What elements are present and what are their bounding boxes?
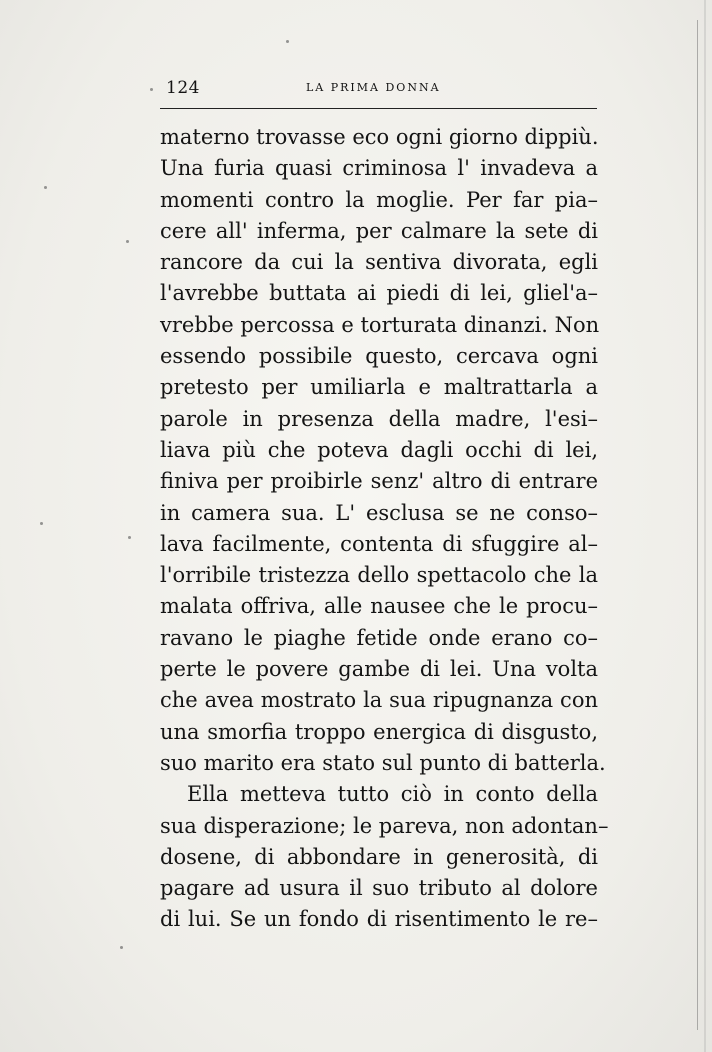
page-header (160, 78, 596, 100)
text-line: l'avrebbe buttata ai piedi di lei, gliel'a– (160, 281, 598, 306)
print-speck (128, 536, 131, 539)
text-line: cere all' inferma, per calmare la sete di (160, 218, 598, 243)
text-line: essendo possibile questo, cercava ogni (160, 344, 598, 369)
paragraph-1 (160, 122, 606, 779)
text-line: Una furia quasi criminosa l' invadeva a (160, 156, 598, 181)
text-line: finiva per proibirle senz' altro di entrare (160, 469, 598, 494)
header-rule (160, 108, 597, 109)
text-line: ravano le piaghe fetide onde erano co– (160, 625, 598, 650)
text-line: liava più che poteva dagli occhi di lei, (160, 437, 598, 462)
text-line: di lui. Se un fondo di risentimento le re– (160, 907, 598, 932)
page-edge-shadow (704, 0, 706, 1052)
text-line: suo marito era stato sul punto di batterla. (160, 750, 606, 775)
text-line: materno trovasse eco ogni giorno dippiù. (160, 125, 599, 149)
print-speck (286, 40, 289, 43)
page-edge-line (697, 20, 698, 1030)
text-line: dosene, di abbondare in generosità, di (160, 844, 598, 869)
text-line: vrebbe percossa e torturata dinanzi. Non (160, 312, 600, 337)
text-line: una smorfia troppo energica di disgusto, (160, 719, 598, 744)
text-line: pretesto per umiliarla e maltrattarla a (160, 375, 598, 400)
text-line: lava facilmente, contenta di sfuggire al– (160, 531, 598, 556)
text-line: momenti contro la moglie. Per far pia– (160, 187, 598, 212)
text-line: malata offriva, alle nausee che le procu– (160, 594, 598, 619)
print-speck (44, 186, 47, 189)
text-line: sua disperazione; le pareva, non adontan– (160, 813, 609, 838)
page-number: 124 (166, 78, 200, 98)
running-title: LA PRIMA DONNA (306, 81, 441, 94)
print-speck (150, 88, 153, 91)
print-speck (120, 946, 123, 949)
text-line: l'orribile tristezza dello spettacolo che la (160, 563, 598, 588)
print-speck (126, 240, 129, 243)
body-text (160, 122, 609, 936)
text-line: Ella metteva tutto ciò in conto della (187, 782, 598, 807)
print-speck (40, 522, 43, 525)
paragraph-2 (160, 779, 609, 935)
text-line: in camera sua. L' esclusa se ne conso– (160, 500, 598, 525)
text-line: perte le povere gambe di lei. Una volta (160, 657, 598, 682)
text-line: parole in presenza della madre, l'esi– (160, 406, 598, 431)
text-line: pagare ad usura il suo tributo al dolore (160, 876, 598, 901)
text-line: che avea mostrato la sua ripugnanza con (160, 688, 598, 713)
text-line: rancore da cui la sentiva divorata, egli (160, 250, 598, 275)
